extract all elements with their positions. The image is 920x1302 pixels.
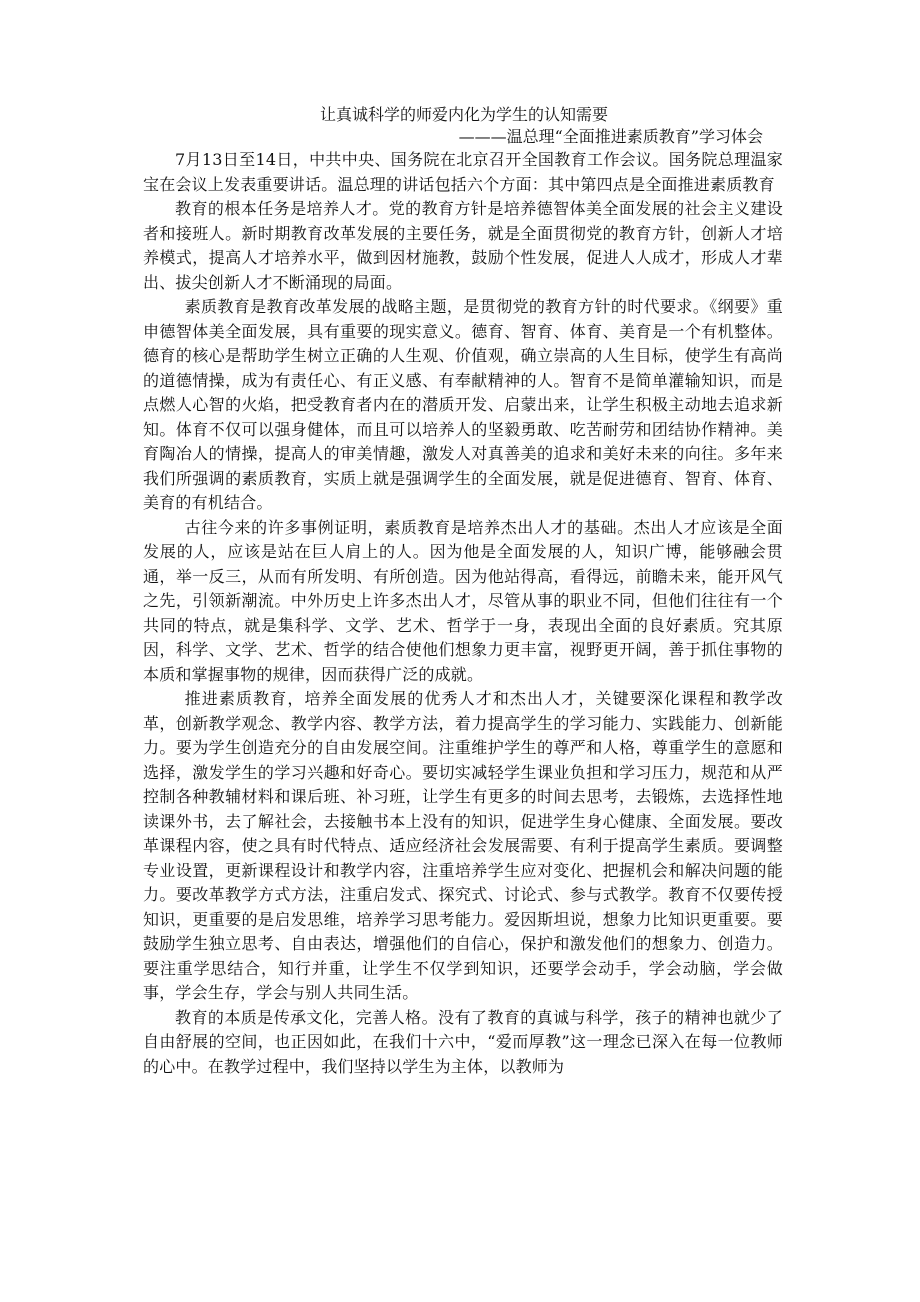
document-title: 让真诚科学的师爱内化为学生的认知需要 <box>319 105 608 124</box>
paragraph-fundamental-task: 教育的根本任务是培养人才。党的教育方针是培养德智体美全面发展的社会主义建设者和接班人。新时期教育改革发展的主要任务，就是全面贯彻党的教育方针，创新人才培养模式，提高人才培养水平，做到因材施教，鼓励个性发展，促进人人成才，形成人才辈出、拔尖创新人才不断涌现的局面。 <box>143 199 783 292</box>
paragraph-curriculum-reform: 推进素质教育，培养全面发展的优秀人才和杰出人才，关键要深化课程和教学改革，创新教学观念、教学内容、教学方法，着力提高学生的学习能力、实践能力、创新能力。要为学生创造充分的自由发展空间。注重维护学生的尊严和人格，尊重学生的意愿和选择，激发学生的学习兴趣和好奇心。要切实减轻学生课业负担和学习压力，规范和从严控制各种教辅材料和课后班、补习班，让学生有更多的时间去思考，去锻炼，去选择性地读课外书，去了解社会，去接触书本上没有的知识，促进学生身心健康、全面发展。要改革课程内容，使之具有时代特点、适应经济社会发展需要、有利于提高学生素质。要调整专业设置，更新课程设计和教学内容，注重培养学生应对变化、把握机会和解决问题的能力。要改革教学方式方法，注重启发式、探究式、讨论式、参与式教学。教育不仅要传授知识，更重要的是启发思维，培养学习思考能力。爱因斯坦说，想象力比知识更重要。要鼓励学生独立思考、自由表达，增强他们的自信心，保护和激发他们的想象力、创造力。要注重学思结合，知行并重，让学生不仅学到知识，还要学会动手，学会动脑，学会做事，学会生存，学会与别人共同生活。 <box>143 689 783 1002</box>
paragraph-meeting: 7月13日至14日，中共中央、国务院在北京召开全国教育工作会议。国务院总理温家宝在会议上发表重要讲话。温总理的讲话包括六个方面：其中第四点是全面推进素质教育 <box>143 150 783 194</box>
paragraph-essence-of-education: 教育的本质是传承文化，完善人格。没有了教育的真诚与科学，孩子的精神也就少了自由舒展的空间，也正因如此，在我们十六中，“爱而厚教”这一理念已深入在每一位教师的心中。在教学过程中，我们坚持以学生为主体，以教师为 <box>143 1007 783 1076</box>
document-page <box>143 104 783 1079</box>
paragraph-outstanding-talent: 古往今来的许多事例证明，素质教育是培养杰出人才的基础。杰出人才应该是全面发展的人，应该是站在巨人肩上的人。因为他是全面发展的人，知识广博，能够融会贯通，举一反三，从而有所发明、有所创造。因为他站得高，看得远，前瞻未来，能开风气之先，引领新潮流。中外历史上许多杰出人才，尽管从事的职业不同，但他们往往有一个共同的特点，就是集科学、文学、艺术、哲学于一身，表现出全面的良好素质。究其原因，科学、文学、艺术、哲学的结合使他们想象力更丰富，视野更开阔，善于抓住事物的本质和掌握事物的规律，因而获得广泛的成就。 <box>143 517 783 684</box>
document-subtitle: ———温总理“全面推进素质教育”学习体会 <box>458 127 763 146</box>
paragraph-quality-education: 素质教育是教育改革发展的战略主题，是贯彻党的教育方针的时代要求。《纲要》重申德智体美全面发展，具有重要的现实意义。德育、智育、体育、美育是一个有机整体。德育的核心是帮助学生树立正确的人生观、价值观，确立崇高的人生目标，使学生有高尚的道德情操，成为有责任心、有正义感、有奉献精神的人。智育不是简单灌输知识，而是点燃人心智的火焰，把受教育者内在的潜质开发、启蒙出来，让学生积极主动地去追求新知。体育不仅可以强身健体，而且可以培养人的坚毅勇敢、吃苦耐劳和团结协作精神。美育陶冶人的情操，提高人的审美情趣，激发人对真善美的追求和美好未来的向往。多年来我们所强调的素质教育，实质上就是强调学生的全面发展，就是促进德育、智育、体育、美育的有机结合。 <box>143 297 783 512</box>
